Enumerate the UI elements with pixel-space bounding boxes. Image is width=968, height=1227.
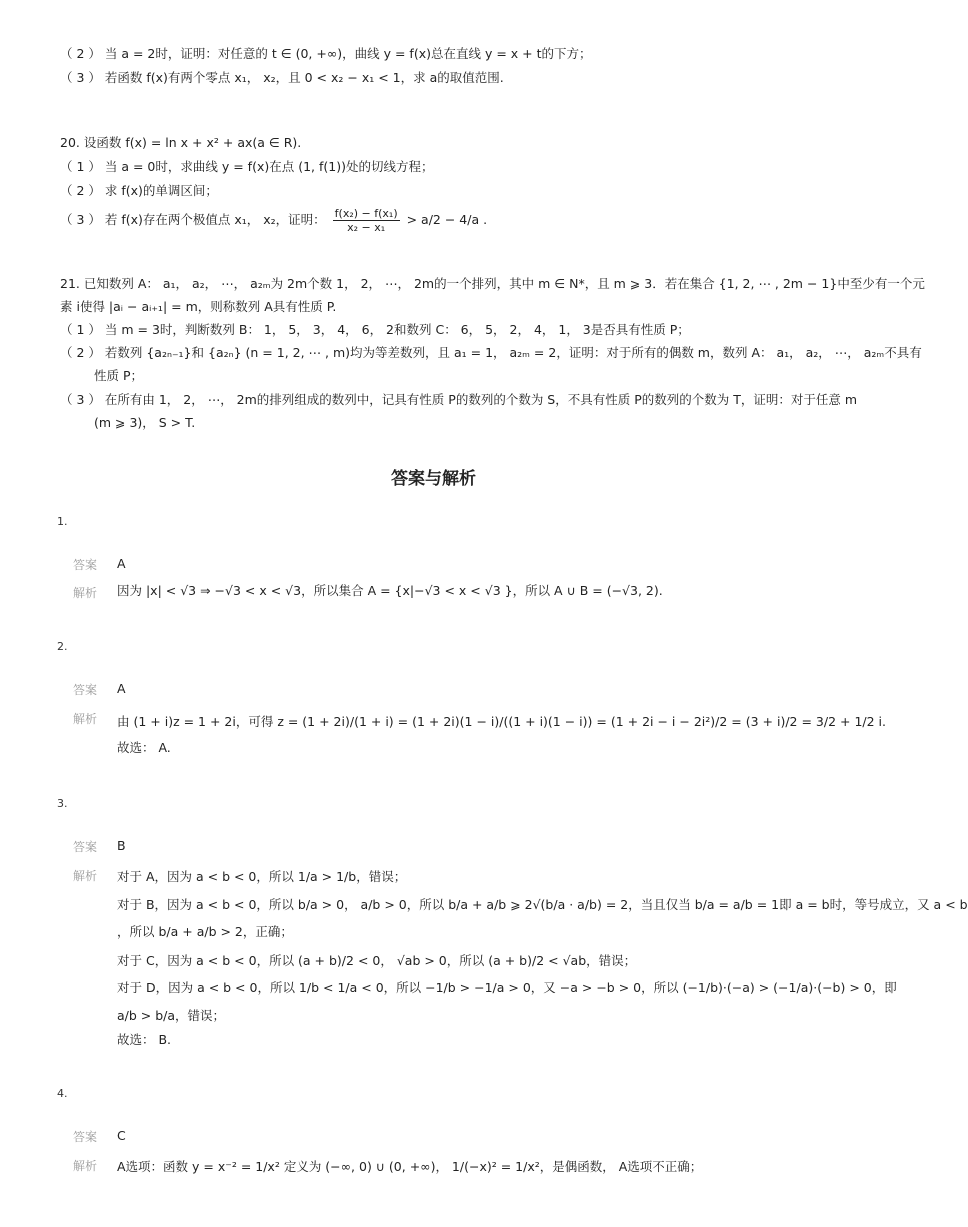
answer-label: 答案 — [73, 558, 98, 572]
explanation-line: 故选： A. — [117, 740, 171, 755]
explanation-label: 解析 — [73, 1159, 98, 1173]
q21-stem-line1: 21. 已知数列 A： a₁， a₂， ⋯， a₂ₘ为 2m个数 1， 2， ⋯， 2m的一个排列，其中 m ∈ N*，且 m ⩾ 3．若在集合 {1, 2, ⋯ , 2m − 1}中至少有一个元 — [60, 276, 925, 291]
explanation-label: 解析 — [73, 586, 98, 600]
q20-fraction-denominator: x₂ − x₁ — [347, 221, 386, 234]
q20-part3 — [60, 207, 487, 234]
q21-part3-line1: （ 3 ） 在所有由 1， 2， ⋯， 2m的排列组成的数列中，记具有性质 P的数列的个数为 S，不具有性质 P的数列的个数为 T，证明：对于任意 m — [60, 392, 857, 407]
q20-stem: 20. 设函数 f(x) = ln x + x² + ax(a ∈ R). — [60, 135, 302, 150]
explanation-line: A选项：函数 y = x⁻² = 1/x² 定义为 (−∞, 0) ∪ (0, +∞)， 1/(−x)² = 1/x²，是偶函数， A选项不正确； — [117, 1159, 703, 1174]
q19-part2: （ 2 ） 当 a = 2时，证明：对任意的 t ∈ (0, +∞)，曲线 y = f(x)总在直线 y = x + t的下方； — [60, 46, 592, 61]
explanation-line: 故选： B. — [117, 1032, 172, 1047]
explanation-label: 解析 — [73, 869, 98, 883]
q20-part3-post: > a/2 − 4/a . — [406, 212, 488, 227]
q21-part2-line1: （ 2 ） 若数列 {a₂ₙ₋₁}和 {a₂ₙ} (n = 1, 2, ⋯ , m)均为等差数列，且 a₁ = 1， a₂ₘ = 2，证明：对于所有的偶数 m，数列 A： a₁， a₂， ⋯， a₂ₘ不具有 — [60, 345, 922, 360]
answer-value: A — [117, 681, 126, 696]
explanation-line: 对于 D，因为 a < b < 0，所以 1/b < 1/a < 0，所以 −1/b > −1/a > 0，又 −a > −b > 0，所以 (−1/b)·(−a) > (−1/a)·(−b) > 0，即 — [117, 980, 897, 995]
explanation-line: 由 (1 + i)z = 1 + 2i，可得 z = (1 + 2i)/(1 + i) = (1 + 2i)(1 − i)/((1 + i)(1 − i)) = (1 + 2i − i − 2i²)/2 = (3 + i)/2 = 3/2 + 1/2 i. — [117, 714, 886, 729]
answer-value: C — [117, 1128, 126, 1143]
explanation-label: 解析 — [73, 712, 98, 726]
answer-value: B — [117, 838, 126, 853]
answer-number: 3. — [57, 797, 68, 810]
answer-label: 答案 — [73, 840, 98, 854]
q20-part3-pre: （ 3 ） 若 f(x)存在两个极值点 x₁， x₂，证明： — [60, 212, 326, 227]
q21-part2-line2: 性质 P； — [94, 368, 144, 383]
explanation-line: 对于 B，因为 a < b < 0，所以 b/a > 0， a/b > 0，所以 b/a + a/b ⩾ 2√(b/a · a/b) = 2，当且仅当 b/a = a/b = 1即 a = b时，等号成立，又 a < b — [117, 897, 968, 912]
explanation-line: ，所以 b/a + a/b > 2，正确； — [117, 924, 293, 939]
q19-part3: （ 3 ） 若函数 f(x)有两个零点 x₁， x₂，且 0 < x₂ − x₁ < 1，求 a的取值范围. — [60, 70, 504, 85]
answer-number: 1. — [57, 515, 68, 528]
explanation-line: 对于 A，因为 a < b < 0，所以 1/a > 1/b，错误； — [117, 869, 407, 884]
section-title: 答案与解析 — [391, 469, 476, 489]
q21-stem-line2: 素 i使得 |aᵢ − aᵢ₊₁| = m，则称数列 A具有性质 P. — [60, 299, 337, 314]
answer-label: 答案 — [73, 1130, 98, 1144]
q20-fraction-numerator: f(x₂) − f(x₁) — [334, 207, 398, 220]
q20-fraction — [333, 207, 400, 234]
explanation-line: 对于 C，因为 a < b < 0，所以 (a + b)/2 < 0， √ab > 0，所以 (a + b)/2 < √ab，错误； — [117, 953, 637, 968]
explanation-line: a/b > b/a，错误； — [117, 1008, 226, 1023]
answer-number: 4. — [57, 1087, 68, 1100]
answer-label: 答案 — [73, 683, 98, 697]
explanation-line: 因为 |x| < √3 ⇒ −√3 < x < √3，所以集合 A = {x|−√3 < x < √3 }，所以 A ∪ B = (−√3, 2). — [117, 583, 663, 598]
q20-part2: （ 2 ） 求 f(x)的单调区间； — [60, 183, 218, 198]
answer-number: 2. — [57, 640, 68, 653]
answer-value: A — [117, 556, 126, 571]
q21-part1: （ 1 ） 当 m = 3时，判断数列 B： 1， 5， 3， 4， 6， 2和数列 C： 6， 5， 2， 4， 1， 3是否具有性质 P； — [60, 322, 690, 337]
q20-part1: （ 1 ） 当 a = 0时，求曲线 y = f(x)在点 (1, f(1))处的切线方程； — [60, 159, 434, 174]
q21-part3-line2: (m ⩾ 3)， S > T. — [94, 415, 196, 430]
